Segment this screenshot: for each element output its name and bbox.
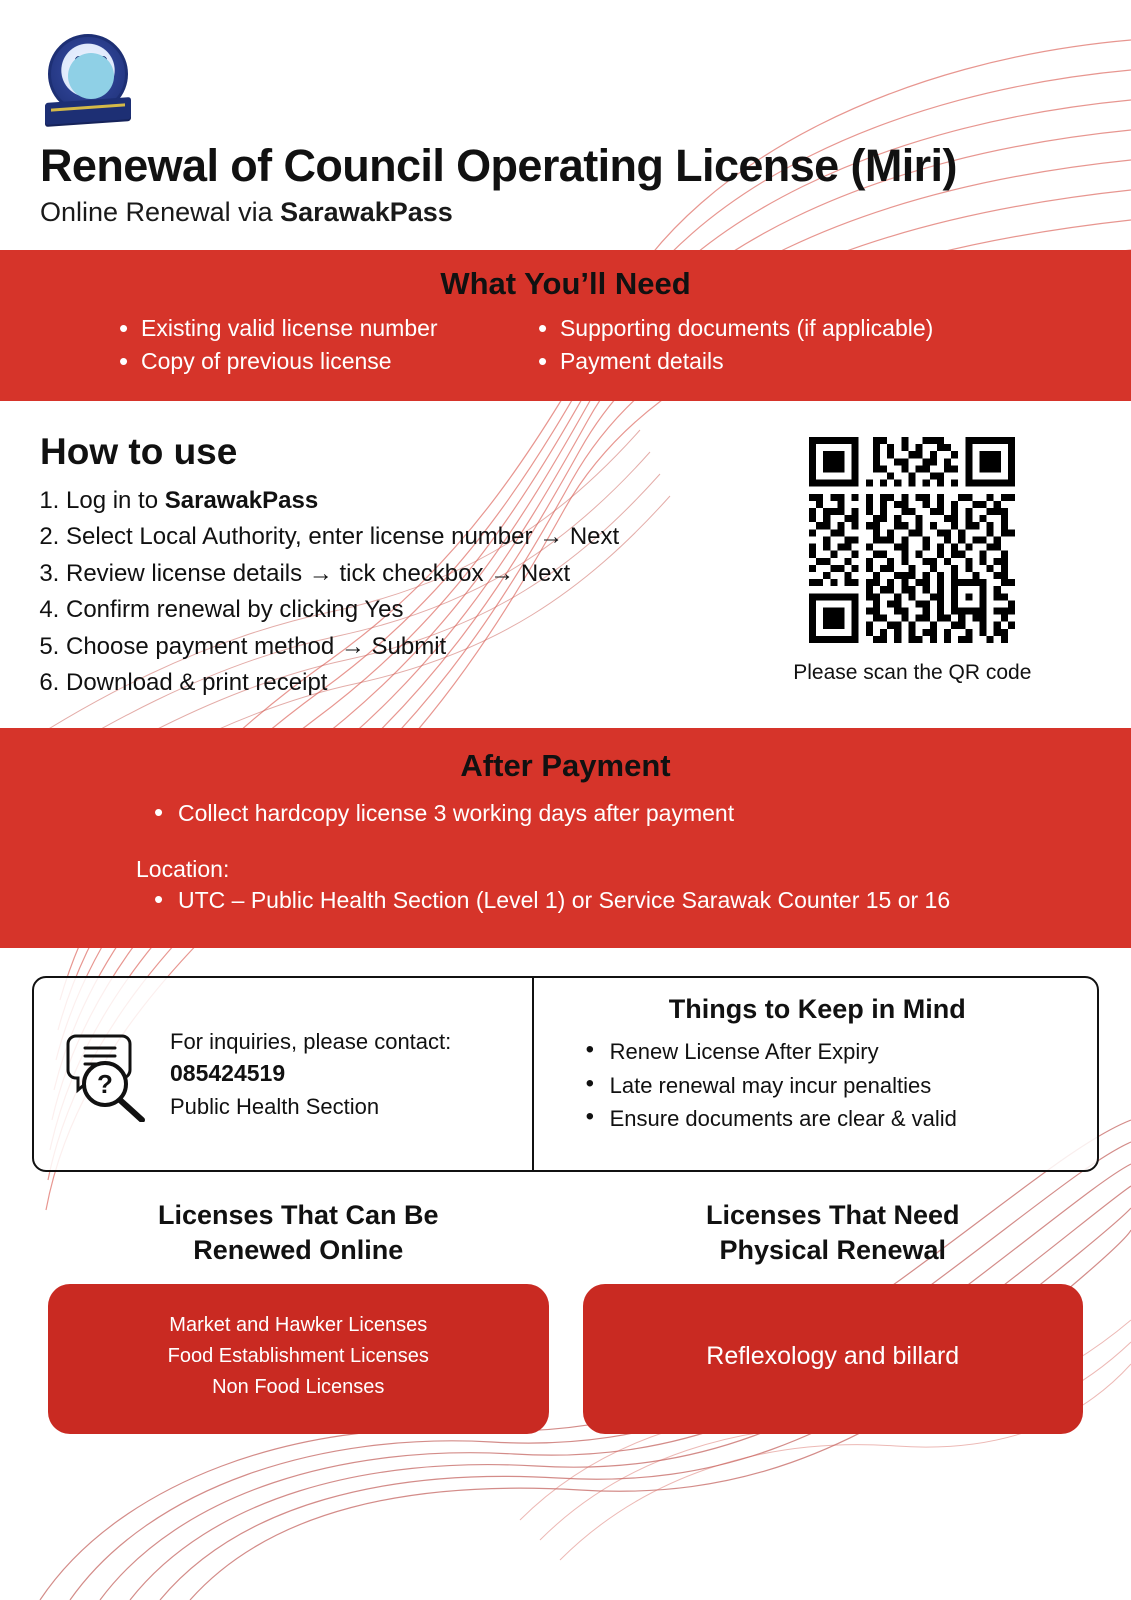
keep-in-mind-list (560, 1035, 1075, 1135)
crest-shield (75, 56, 107, 94)
step-text: Log in to (66, 486, 165, 514)
location-list (40, 887, 1091, 914)
list-item: 2. Select Local Authority, enter license number → Next (66, 519, 734, 555)
what-you-need-right-column (534, 312, 1091, 379)
list-item: • Payment details (534, 345, 1091, 378)
qr-column (734, 431, 1091, 702)
online-renewal-heading (158, 1198, 439, 1268)
list-item: Market and Hawker Licenses (169, 1313, 428, 1336)
list-item: Non Food Licenses (212, 1375, 385, 1398)
list-item (66, 483, 734, 519)
location-label: Location: (136, 856, 230, 883)
what-you-need-section (0, 250, 1131, 401)
contact-line-1: For inquiries, please contact: (170, 1028, 452, 1054)
physical-renewal-heading (706, 1198, 960, 1268)
heading-line-1: Licenses That Need (705, 1200, 960, 1231)
contact-text (170, 1026, 451, 1123)
keep-in-mind-heading: Things to Keep in Mind (668, 994, 966, 1025)
svg-text:?: ? (97, 1069, 113, 1100)
subtitle-brand: SarawakPass (280, 197, 453, 228)
heading-line-1: Licenses That Can Be (157, 1200, 439, 1231)
list-item: • Late renewal may incur penalties (586, 1069, 1075, 1102)
how-to-use-heading: How to use (40, 430, 238, 472)
list-item: • Existing valid license number (115, 312, 534, 345)
list-item: • Supporting documents (if applicable) (534, 312, 1091, 345)
heading-line-2: Physical Renewal (719, 1235, 947, 1266)
what-you-need-left-column (40, 312, 534, 379)
how-to-use-steps-column (40, 431, 734, 702)
page-subtitle (40, 197, 1091, 228)
sarawakpass-qr-code[interactable] (809, 437, 1015, 643)
online-renewal-pill (48, 1284, 549, 1434)
qr-caption: Please scan the QR code (793, 660, 1032, 684)
list-item: • Renew License After Expiry (586, 1035, 1075, 1068)
list-item: • UTC – Public Health Section (Level 1) or Service Sarawak Counter 15 or 16 (152, 887, 1091, 914)
list-item: • Collect hardcopy license 3 working days after payment (152, 796, 1091, 831)
list-item: • Ensure documents are clear & valid (586, 1102, 1075, 1135)
crest-ribbon (45, 97, 131, 125)
heading-line-2: Renewed Online (193, 1235, 404, 1266)
how-to-use-step-list (66, 483, 734, 702)
what-you-need-heading: What You’ll Need (440, 266, 691, 302)
after-payment-heading: After Payment (460, 747, 671, 783)
step-bold: SarawakPass (164, 486, 319, 514)
subtitle-prefix: Online Renewal via (40, 197, 281, 228)
list-item: 4. Confirm renewal by clicking Yes (66, 592, 734, 628)
license-categories-section (0, 1198, 1131, 1434)
miri-council-crest-logo (45, 28, 131, 124)
after-payment-list (40, 796, 1091, 831)
after-payment-section (0, 728, 1131, 949)
list-item: 6. Download & print receipt (66, 665, 734, 701)
list-item: 5. Choose payment method → Submit (66, 629, 734, 665)
list-item: • Copy of previous license (115, 345, 534, 378)
keep-in-mind-panel (534, 978, 1097, 1170)
physical-renewal-pill (583, 1284, 1084, 1434)
contact-phone[interactable]: 085424519 (170, 1060, 286, 1087)
page-title: Renewal of Council Operating License (Miri) (40, 140, 957, 191)
list-item: Reflexology and billard (706, 1341, 960, 1370)
list-item: Food Establishment Licenses (167, 1344, 429, 1367)
info-box (32, 976, 1099, 1172)
list-item: 3. Review license details → tick checkbox → Next (66, 556, 734, 592)
magnifier-question-icon (58, 1026, 154, 1122)
how-to-use-section (0, 401, 1131, 728)
contact-panel (34, 978, 534, 1170)
physical-renewal-column (583, 1198, 1084, 1434)
poster-header (0, 0, 1131, 228)
online-renewal-column (48, 1198, 549, 1434)
contact-department: Public Health Section (170, 1093, 380, 1119)
crest-figure (84, 63, 98, 83)
